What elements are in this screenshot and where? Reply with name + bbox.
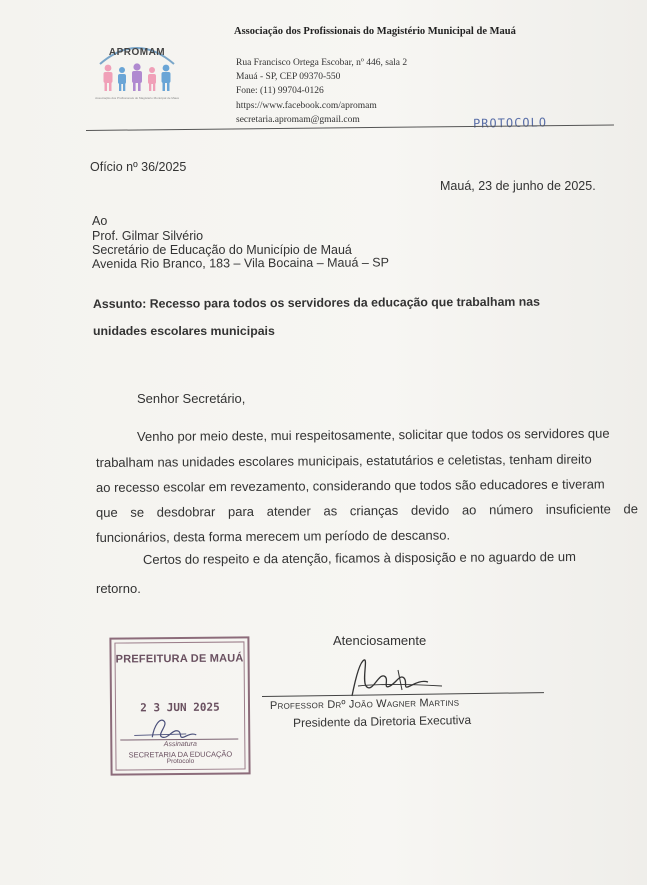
org-address: Rua Francisco Ortega Escobar, nº 446, sala 2 <box>236 58 408 68</box>
body-line-7: retorno. <box>96 581 141 596</box>
stamp-date: 2 3 JUN 2025 <box>140 700 220 715</box>
body-line-3: ao recesso escolar em revezamento, considerando que todos são educadores e tiveram <box>95 476 605 495</box>
closing: Atenciosamente <box>333 633 427 648</box>
signer-name: Professor Drº João Wagner Martins <box>269 696 460 712</box>
organization-contact <box>236 56 407 127</box>
org-phone: Fone: (11) 99704-0126 <box>236 86 324 97</box>
body-line-4: que se desdobrar para atender as crianças devido ao número insuficiente de <box>95 501 639 520</box>
org-website: https://www.facebook.com/apromam <box>236 100 377 111</box>
stamp-title: PREFEITURA DE MAUÁ <box>115 652 244 666</box>
stamp-department: SECRETARIA DA EDUCAÇÃO <box>128 749 233 760</box>
apromam-logo <box>94 40 180 116</box>
recipient-name: Prof. Gilmar Silvério <box>92 229 204 243</box>
stamp-assinatura-label: Assinatura <box>163 740 197 749</box>
body-line-2: trabalham nas unidades escolares municipais, estatutários e celetistas, tenham direito <box>95 451 592 470</box>
protocol-stamp <box>109 636 250 775</box>
handwritten-protocolo: PROTOCOLO <box>472 115 548 131</box>
logo-tagline: Associação dos Profissionais do Magistério Municipal de Mauá <box>95 96 179 100</box>
org-email: secretaria.apromam@gmail.com <box>236 114 360 125</box>
recipient-salutation: Ao <box>92 214 108 228</box>
body-line-1: Venho por meio deste, mui respeitosamente, solicitar que todos os servidores que <box>136 425 610 444</box>
body-line-6: Certos do respeito e da atenção, ficamos à disposição e no aguardo de um <box>142 548 576 567</box>
stamp-signature-icon <box>126 715 206 742</box>
subject-line-1: Assunto: Recesso para todos os servidores da educação que trabalham nas <box>92 294 540 311</box>
people-icon <box>100 62 174 94</box>
organization-name: Associação dos Profissionais do Magistério Municipal de Mauá <box>234 26 516 37</box>
letter-date: Mauá, 23 de junho de 2025. <box>440 179 596 193</box>
recipient-address: Avenida Rio Branco, 183 – Vila Bocaina – Mauá – SP <box>91 255 390 271</box>
stamp-protocol-label: Protocolo <box>166 757 195 766</box>
letter-reference: Ofício nº 36/2025 <box>90 160 187 174</box>
logo-name: APROMAM <box>108 47 166 58</box>
greeting: Senhor Secretário, <box>137 391 246 406</box>
body-line-5: funcionários, desta forma merecem um período de descanso. <box>95 527 451 545</box>
recipient-title: Secretário de Educação do Município de Mauá <box>92 243 352 257</box>
org-city: Mauá - SP, CEP 09370-550 <box>236 72 341 83</box>
signer-role: Presidente da Diretoria Executiva <box>292 712 472 730</box>
subject-line-2: unidades escolares municipais <box>93 324 275 338</box>
